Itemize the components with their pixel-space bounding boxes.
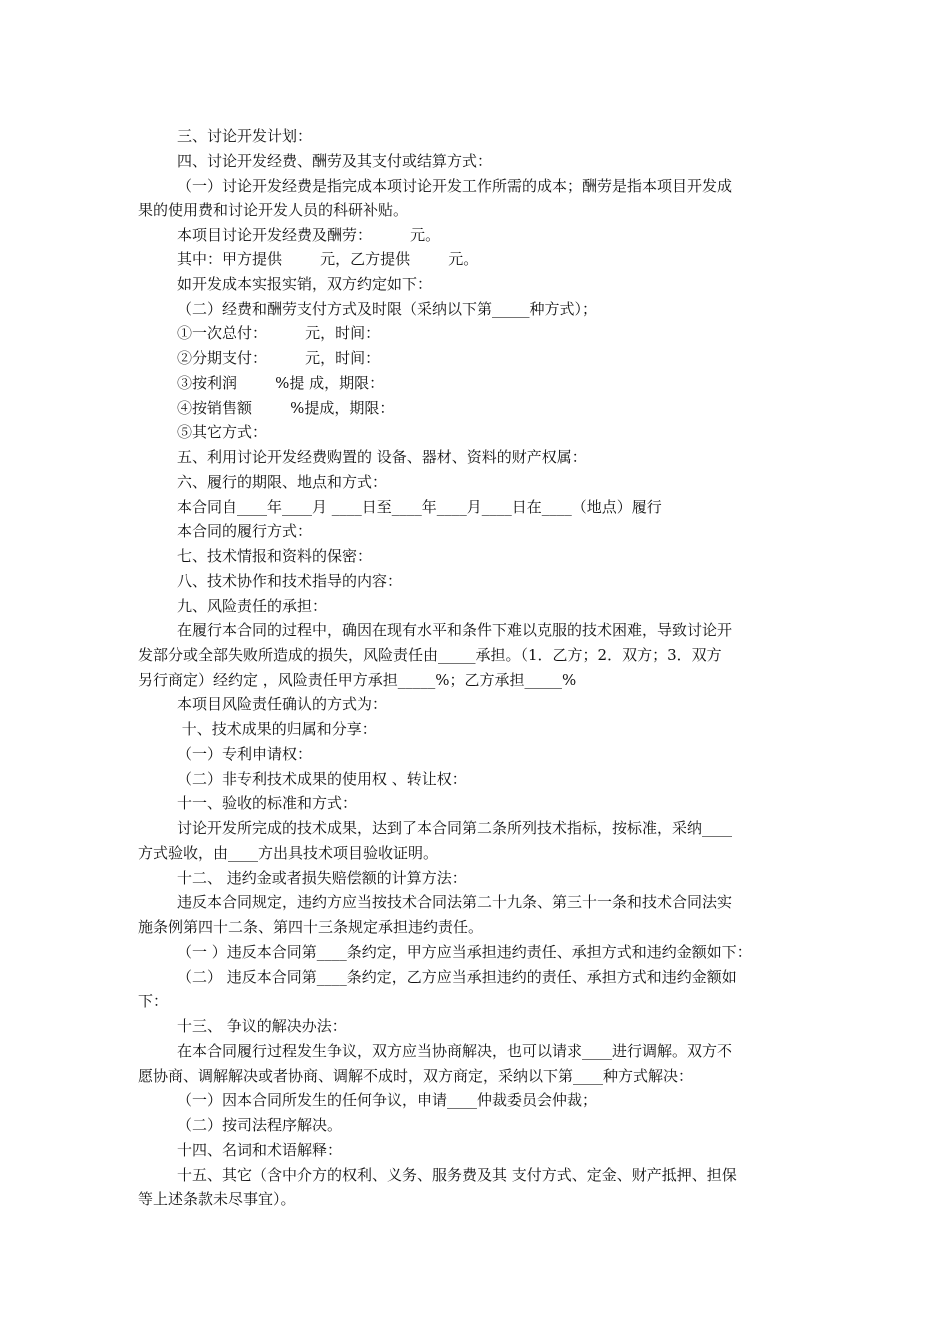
text-line: 三、讨论开发计划： xyxy=(177,127,313,145)
text-line: 八、技术协作和技术指导的内容： xyxy=(177,572,403,590)
text-line: 十三、 争议的解决办法： xyxy=(177,1017,347,1035)
text-line: 施条例第四十二条、第四十三条规定承担违约责任。 xyxy=(138,918,484,936)
text-line: （二） 违反本合同第____条约定，乙方应当承担违约的责任、承担方式和违约金额如 xyxy=(177,968,737,986)
text-line: 七、技术情报和资料的保密： xyxy=(177,547,373,565)
text-line: 十、技术成果的归属和分享： xyxy=(177,720,377,738)
text-line: （一）专利申请权： xyxy=(177,745,313,763)
text-line: 另行商定）经约定 ，风险责任甲方承担_____%；乙方承担_____% xyxy=(138,671,577,689)
text-line: 九、风险责任的承担： xyxy=(177,597,328,615)
text-line: 下： xyxy=(138,992,169,1010)
text-line: 六、履行的期限、地点和方式： xyxy=(177,473,388,491)
text-line: （二）非专利技术成果的使用权 、转让权： xyxy=(177,770,467,788)
text-line: （一）讨论开发经费是指完成本项讨论开发工作所需的成本；酬劳是指本项目开发成 xyxy=(177,177,733,195)
text-line: 等上述条款未尽事宜）。 xyxy=(138,1190,296,1208)
text-line: 四、讨论开发经费、酬劳及其支付或结算方式： xyxy=(177,152,493,170)
text-line: 五、利用讨论开发经费购置的 设备、器材、资料的财产权属： xyxy=(177,448,587,466)
text-line: 十一、验收的标准和方式： xyxy=(177,794,358,812)
text-line: ⑤其它方式： xyxy=(177,423,268,441)
text-line: ②分期支付： 元，时间： xyxy=(177,349,381,367)
text-line: 方式验收，由____方出具技术项目验收证明。 xyxy=(138,844,439,862)
text-line: 在本合同履行过程发生争议，双方应当协商解决，也可以请求____进行调解。双方不 xyxy=(177,1042,733,1060)
text-line: 十五、其它（含中介方的权利、义务、服务费及其 支付方式、定金、财产抵押、担保 xyxy=(177,1166,737,1184)
text-line: 本合同自____年____月 ____日至____年____月____日在____（地点）履行 xyxy=(177,498,662,516)
text-line: 十四、名词和术语解释： xyxy=(177,1141,343,1159)
text-line: 本合同的履行方式： xyxy=(177,522,313,540)
text-line: ③按利润 %提 成，期限： xyxy=(177,374,385,392)
text-line: 讨论开发所完成的技术成果，达到了本合同第二条所列技术指标，按标准，采纳____ xyxy=(177,819,733,837)
text-line: 违反本合同规定，违约方应当按技术合同法第二十九条、第三十一条和技术合同法实 xyxy=(177,893,733,911)
text-line: ④按销售额 %提成，期限： xyxy=(177,399,395,417)
text-line: 本项目讨论开发经费及酬劳： 元。 xyxy=(177,226,441,244)
text-line: 如开发成本实报实销，双方约定如下： xyxy=(177,275,433,293)
text-line: 十二、 违约金或者损失赔偿额的计算方法： xyxy=(177,869,467,887)
text-line: 发部分或全部失败所造成的损失，风险责任由_____承担。（1．乙方；2．双方；3．双方 xyxy=(138,646,722,664)
text-line: ①一次总付： 元，时间： xyxy=(177,324,381,342)
text-line: （二）按司法程序解决。 xyxy=(177,1116,343,1134)
text-line: 在履行本合同的过程中，确因在现有水平和条件下难以克服的技术困难，导致讨论开 xyxy=(177,621,733,639)
text-line: 愿协商、调解解决或者协商、调解不成时，双方商定，采纳以下第____种方式解决： xyxy=(138,1067,694,1085)
text-line: 本项目风险责任确认的方式为： xyxy=(177,695,388,713)
text-line: （二）经费和酬劳支付方式及时限（采纳以下第_____种方式）； xyxy=(177,300,598,318)
text-line: 果的使用费和讨论开发人员的科研补贴。 xyxy=(138,201,409,219)
text-line: （一）因本合同所发生的任何争议，申请____仲裁委员会仲裁； xyxy=(177,1091,598,1109)
text-line: 其中：甲方提供 元，乙方提供 元。 xyxy=(177,250,479,268)
text-line: （一 ）违反本合同第____条约定，甲方应当承担违约责任、承担方式和违约金额如下： xyxy=(177,943,752,961)
